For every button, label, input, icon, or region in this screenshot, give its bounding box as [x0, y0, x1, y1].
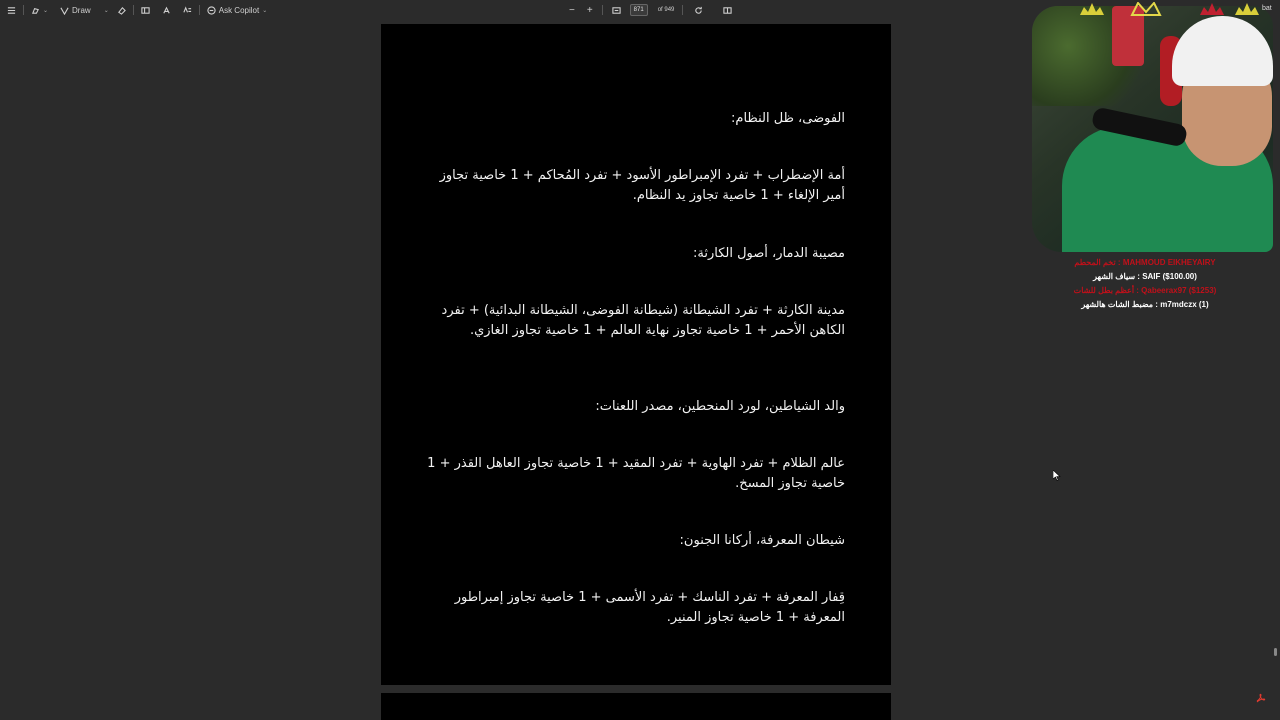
- section-heading: مصيبة الدمار، أصول الكارثة:: [692, 246, 845, 261]
- erase-button[interactable]: [114, 2, 129, 18]
- next-pdf-page: [381, 693, 891, 720]
- text-box-icon: [141, 6, 150, 15]
- divider: [682, 5, 683, 15]
- page-navigation: [566, 2, 735, 18]
- page-view-button[interactable]: [720, 2, 735, 18]
- divider: [133, 5, 134, 15]
- list-icon: [7, 6, 16, 15]
- text-box-button[interactable]: [138, 2, 153, 18]
- contents-button[interactable]: [4, 2, 19, 18]
- chat-line: m7mdczx (1) : مضبط الشات هالشهر: [1081, 300, 1209, 309]
- section-heading: شيطان المعرفة، أركانا الجنون:: [679, 533, 845, 548]
- webcam-overlay: [1032, 6, 1273, 252]
- pdf-page: [381, 24, 891, 685]
- divider: [602, 5, 603, 15]
- chat-line: SAIF ($100.00) : سياف الشهر: [1093, 272, 1197, 281]
- add-text-button[interactable]: [159, 2, 174, 18]
- pdf-app-icon: [1255, 693, 1266, 704]
- zoom-in-button[interactable]: [584, 2, 596, 18]
- section-heading: الفوضى، ظل النظام:: [731, 111, 845, 126]
- ask-copilot-label: Ask Copilot: [218, 5, 260, 15]
- ask-copilot-button[interactable]: [204, 2, 271, 18]
- rotate-button[interactable]: [691, 2, 706, 18]
- chevron-down-icon: ⌄: [103, 7, 109, 14]
- paragraph: أمة الإضطراب + تفرد الإمبراطور الأسود + تفرد المُحاكم + 1 خاصية تجاوز أمير الإلغاء + 1 خاصية تجاوز يد النظام.: [439, 168, 845, 203]
- read-aloud-icon: [183, 6, 192, 15]
- overlay-top-label: bat: [1262, 5, 1272, 12]
- copilot-icon: [207, 6, 216, 15]
- pen-icon: [60, 6, 69, 15]
- chat-line: MAHMOUD EIKHEYAIRY : تخم المحطم: [1074, 258, 1216, 267]
- draw-button[interactable]: [57, 2, 112, 18]
- crown-logo-icon: [1060, 2, 1260, 16]
- divider: [199, 5, 200, 15]
- chevron-down-icon: ⌄: [43, 7, 49, 14]
- rotate-icon: [694, 6, 703, 15]
- mouse-cursor-icon: [1053, 470, 1061, 481]
- paragraph: مدينة الكارثة + تفرد الشيطانة (شيطانة الفوضى، الشيطانة البدائية) + تفرد الكاهن الأحمر + 1 خاصية تجاوز نهاية العالم + 1 خاصية تجاوز الغازي.: [441, 303, 845, 338]
- section-heading: والد الشياطين، لورد المنحطين، مصدر اللعنات:: [595, 399, 845, 414]
- eraser-icon: [117, 6, 126, 15]
- stream-chat-overlay: [1040, 256, 1250, 312]
- divider: [23, 5, 24, 15]
- page-total: of 949: [657, 7, 675, 13]
- text-icon: [162, 6, 171, 15]
- white-cap: [1172, 16, 1273, 86]
- minus-icon: −: [569, 4, 575, 16]
- read-aloud-button[interactable]: [180, 2, 195, 18]
- chat-line: Qabeerax97 ($1253) : أعظم بطل للشات: [1073, 286, 1217, 295]
- fit-page-button[interactable]: [609, 2, 624, 18]
- zoom-out-button[interactable]: [566, 2, 578, 18]
- plus-icon: +: [586, 4, 593, 16]
- draw-label: Draw: [72, 5, 91, 15]
- scrollbar-thumb[interactable]: [1274, 648, 1277, 656]
- two-page-icon: [723, 6, 732, 15]
- paragraph: عالم الظلام + تفرد الهاوية + تفرد المقيد + 1 خاصية تجاوز العاهل القذر + 1 خاصية تجاوز المسخ.: [427, 456, 845, 491]
- chevron-down-icon: ⌄: [262, 7, 268, 14]
- fit-width-icon: [612, 6, 621, 15]
- page-number-input[interactable]: 871: [630, 4, 648, 16]
- paragraph: قِفار المعرفة + تفرد الناسك + تفرد الأسمى + 1 خاصية تجاوز إمبراطور المعرفة + 1 خاصية تجاوز المنير.: [454, 590, 845, 625]
- highlight-button[interactable]: [28, 2, 51, 18]
- highlighter-icon: [31, 6, 40, 15]
